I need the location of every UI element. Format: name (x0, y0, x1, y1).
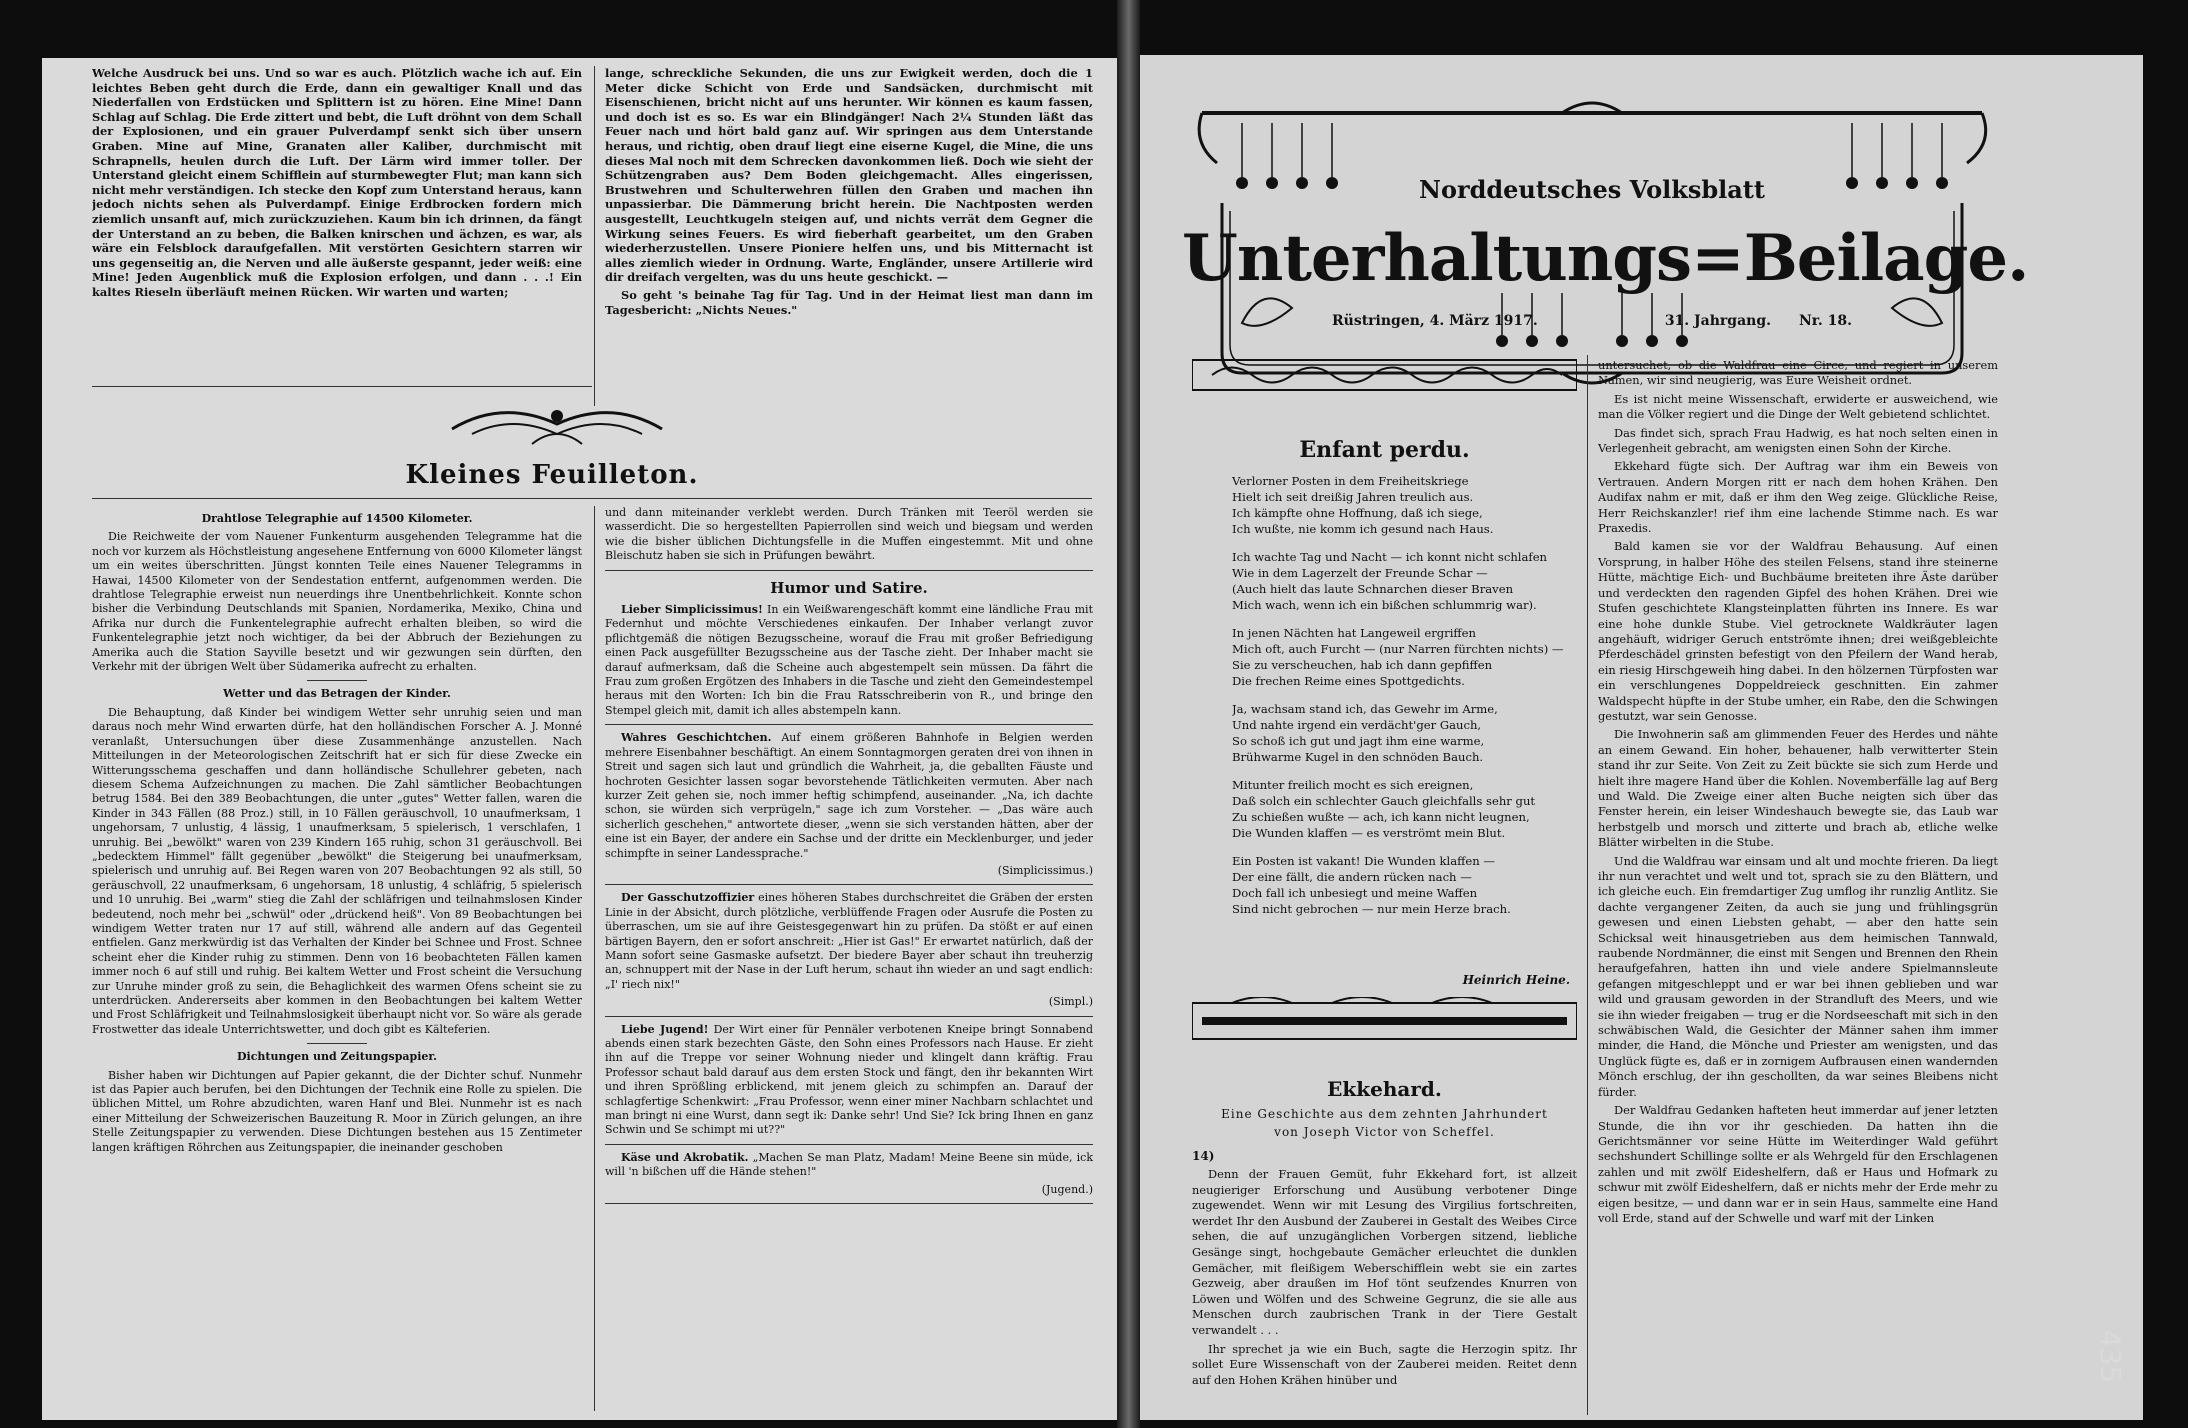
issue-number: Nr. 18. (1799, 313, 1852, 329)
issue-line (1332, 313, 1852, 329)
humor-item-text: In ein Weißwarengeschäft kommt eine ländliche Frau mit Federnhut und möchte Verschiedenes einkaufen. Der Inhaber verlangt zuvor pflichtgemäß die nötigen Bezugsscheine, worauf die Frau mit großer Befriedigung einen Pack ausgefüllter Bezugsscheine aus der Tasche zieht. Der Inhaber macht sie darauf aufmerksam, daß die Scheine auch abgestempelt sein müssen. Da fährt die Frau zum großen Ergötzen des Inhabers in die Tasche und zieht den Gemeindestempel heraus mit den Worten: Ich bin die Frau Ratsschreiberin von R., und bringe den Stempel gleich mit, damit ich alles abstempeln kann. (605, 603, 1093, 717)
poem-line: Ich kämpfte ohne Hoffnung, daß ich siege, (1232, 506, 1483, 520)
humor-items (605, 603, 1093, 1204)
feuilleton-ornament (442, 394, 672, 454)
poem-line: Sie zu verscheuchen, hab ich dann gepfiffen (1232, 658, 1493, 672)
item-divider (605, 1203, 1093, 1204)
humor-item (605, 1151, 1093, 1180)
column-rule (594, 66, 595, 406)
humor-item-source: (Jugend.) (1041, 1182, 1093, 1196)
poem-stanza (1232, 777, 1572, 841)
place-date: Rüstringen, 4. März 1917. (1332, 313, 1538, 329)
installment-number: 14) (1192, 1149, 1215, 1163)
poem-line: Daß solch ein schlechter Gauch gleichfalls sehr gut (1232, 794, 1536, 808)
story-top-ornament (1192, 997, 1577, 1049)
right-page (1140, 55, 2143, 1420)
poem-stanza (1232, 625, 1572, 689)
masthead (1182, 83, 2029, 403)
poem-stanza (1232, 549, 1572, 613)
humor-item (605, 891, 1093, 992)
paragraph: Die Behauptung, daß Kinder bei windigem Wetter sehr unruhig seien und man daraus noch mehr Wind erwarten dürfe, hat den holländischen Forscher A. J. Monné veranlaßt, Untersuchungen über diese Zusammenhänge anzustellen. Nach Mitteilungen in der Meteorologischen Zeitschrift hat er sich für diese Zwecke ein Witterungsschema geschaffen und dann holländische Schullehrer gebeten, nach diesem Schema Aufzeichnungen zu machen. Die Zahl sämtlicher Beobachtungen betrug 1584. Bei den 389 Beobachtungen, die unter „gutes" Wetter fallen, waren die Kinder in 343 Fällen (88 Proz.) still, in 10 Fällen geräuschvoll, 10 unaufmerksam, 1 ungehorsam, 7 unlustig, 4 lässig, 1 unaufmerksam, 5 spielerisch, 1 verschlafen, 1 unruhig. Bei „bewölkt" waren von 239 Kindern 165 ruhig, schon 31 geräuschvoll. Bei „bedecktem Himmel" fällt gegenüber „bewölkt" die Steigerung bei unaufmerksam, spielerisch und unruhig auf. Bei Regen waren von 207 Beobachtungen 92 als still, 50 geräuschvoll, 22 unaufmerksam, 6 ungehorsam, 18 unlustig, 4 schläfrig, 5 spielerisch und 10 unruhig. Bei „warm" stieg die Zahl der schläfrigen und teilnahmslosen Kinder bedeutend, noch mehr bei „schwül" oder „drückend heiß". Von 89 Beobachtungen bei windigem Wetter traten nur 17 auf still, während alle andern auf das Gegenteil entfielen. Ganz merkwürdig ist das Verhalten der Kinder bei Schnee und Frost. Schnee scheint eher die Kinder ruhig zu stimmen. Denn von 16 beobachteten Fällen kamen immer noch 6 auf still und ruhig. Bei kaltem Wetter und Frost scheint die Versuchung zur Unruhe minder groß zu sein, die Behaglichkeit des warmen Ofens scheint sie zu unterdrücken. Andererseits aber kommen in den Beobachtungen bei kaltem Wetter und Frost Schläfrigkeit und Teilnahmslosigkeit überhaupt nicht vor. So wäre als gerade Frostwetter das ideale Unterrichtswetter, und doch gibt es Kälteferien. (92, 705, 582, 1036)
humor-item-lead: Wahres Geschichtchen. (621, 731, 772, 745)
humor-item-source: (Simpl.) (1048, 995, 1093, 1009)
paragraph: Der Waldfrau Gedanken hafteten heut immerdar auf jener letzten Stunde, die ihn vor ihr geschieden. Da hatten ihn die Gerichtsmänner vor seine Hütte im Weiterdinger Wald geführt sechshundert Schillinge sollte er als Wehrgeld für den Erschlagenen zahlen und mit zwölf Eideshelfern, daß er Haus und Hofmark zu schwur mit zwölf Eideshelfern, daß er nichts mehr der Erde mehr zu eigen besitze, — und dann war er in sein Haus, sammelte eine Hand voll Erde, stand auf der Schwelle und warf mit der Linken (1598, 1103, 1998, 1225)
paragraph: Es ist nicht meine Wissenschaft, erwiderte er ausweichend, wie man die Völker regiert und die Dinge der Welt gebietend schlichtet. (1598, 391, 1998, 422)
humor-item-lead: Lieber Simplicissimus! (621, 603, 763, 617)
poem-line: Mich oft, auch Furcht — (nur Narren fürchten nichts) — (1232, 642, 1564, 656)
section-rule (92, 386, 592, 387)
section-rule (605, 570, 1093, 571)
story-col2 (1598, 358, 1998, 1413)
poem-top-ornament (1192, 358, 1577, 398)
left-page (42, 58, 1117, 1420)
paragraph: Das findet sich, sprach Frau Hadwig, es hat noch selten einen in Verlegenheit gebracht, am wenigsten einen Sohn der Kirche. (1598, 425, 1998, 456)
poem-stanza (1232, 853, 1572, 917)
humor-item-text: „Machen Se man Platz, Madam! Meine Beene sin müde, ick will 'n bißchen uff die Hände stehen!" (605, 1150, 1093, 1179)
paragraph: Welche Ausdruck bei uns. Und so war es auch. Plötzlich wache ich auf. Ein leichtes Beben geht durch die Erde, dann ein gewaltiger Knall und das Niederfallen von Erdstücken und Splittern ist zu hören. Eine Mine! Dann Schlag auf Schlag. Die Erde zittert und bebt, die Luft dröhnt von dem Schall der Explosionen, und ein grauer Pulverdampf senkt sich über unsern Graben. Mine auf Mine, Granaten aller Kaliber, durchmischt mit Schrapnells, heulen durch die Luft. Der Lärm wird immer toller. Der Unterstand gleicht einem Schifflein auf sturmbewegter Flut; man kann sich nicht mehr verständigen. Ich stecke den Kopf zum Unterstand heraus, kann jedoch nichts sehen als Pulverdampf. Einige Erdbrocken fordern mich ziemlich unsanft auf, mich zurückzuziehen. Kaum bin ich drinnen, da fängt der Unterstand an zu beben, die Balken knirschen und ächzen, es war, als wäre ein Felsblock daraufgefallen. Mit verstörten Gesichtern starren wir uns gegenseitig an, die Nerven und alle äußerste gespannt, jeder weiß: eine Mine! Jeden Augenblick muß die Explosion erfolgen, und dann . . .! Ein kaltes Rieseln überläuft meinen Rücken. Wir warten und warten; (92, 66, 582, 299)
feuilleton-col1 (92, 506, 582, 1411)
paper-name: Norddeutsches Volksblatt (1419, 175, 1765, 204)
poem-line: Der eine fällt, die andern rücken nach — (1232, 870, 1472, 884)
story-title: Ekkehard. (1327, 1077, 1442, 1101)
paragraph: Bald kamen sie vor der Waldfrau Behausung. Auf einen Vorsprung, in halber Höhe des steilen Felsens, stand ihre steinerne Hütte, mächtige Eich- und Buchbäume breiteten ihre Äste darüber und verdeckten den ragenden Gipfel des hohen Krähen. Drei wie Stufen geschichtete Klangsteinplatten führten ins Innere. Es war eine hohe dunkle Stube. Viel getrocknete Waldkräuter lagen angehäuft, widriger Geruch entströmte ihnen; drei weißgebleichte Pferdeschädel grinsten befestigt von den Pfeilern der Wand herab, ein riesig Hirschgeweih hing dabei. In den hölzernen Türpfosten war ein verschlungenes Doppeldreieck geschnitten. Ein zahmer Waldspecht hüpfte in der Stube umher, ein Rabe, den die Schwingen gestutzt, war sein Genosse. (1598, 539, 1998, 723)
volume: 31. Jahrgang. (1664, 313, 1771, 329)
poem-body (1232, 473, 1572, 943)
humor-item-text: Auf einem größeren Bahnhofe in Belgien werden mehrere Eisenbahner beschäftigt. An einem Sonntagmorgen geraten drei von ihnen in Streit und sagen sich laut und gründlich die Wahrheit, ja, die geballten Fäuste und hochroten Gesichter lassen sogar bevorstehende Tätlichkeiten vermuten. Aber nach kurzer Zeit gehen sie, noch immer heftig schimpfend, auseinander. „Na, ich dachte schon, sie würden sich verprügeln," sage ich zum Vorsteher. — „Das wäre auch sicherlich geschehen," antwortete dieser, „wenn sie sich verstanden hätten, aber der eine ist ein Bayer, der andere ein Sachse und der dritte ein Mecklenburger, und jeder schimpfte in seiner Landessprache." (605, 731, 1093, 860)
item-divider (605, 884, 1093, 885)
paragraph: Ihr sprechet ja wie ein Buch, sagte die Herzogin spitz. Ihr sollet Eure Wissenschaft von der Zauberei meiden. Reitet denn auf den Hohen Krähen hinüber und (1192, 1341, 1577, 1387)
humor-item-text: Der Wirt einer für Pennäler verbotenen Kneipe bringt Sonnabend abends einen stark bezechten Gäste, den Sohn eines Professors nach Hause. Er zieht ihn auf die Treppe vor seiner Wohnung nieder und klingelt dann kräftig. Frau Professor schaut bald darauf aus dem ersten Stock und fängt, den ihr bekannten Wirt und ihren Sprößling erblickend, mit jenem gleich zu schimpfen an. Darauf der schlagfertige Schenkwirt: „Frau Professor, wenn einer miner Nachbarn schlachtet und man bringt ni eine Wurst, dann segt ik: Danke sehr! Und Sie? Ick bring Ihnen en ganz Schwin und Se schimpt mi ut??" (605, 1022, 1093, 1137)
poem-line: Die frechen Reime eines Spottgedichts. (1232, 674, 1465, 688)
poem-line: Und nahte irgend ein verdächt'ger Gauch, (1232, 718, 1482, 732)
poem-line: Zu schießen wußte — ach, ich kann nicht leugnen, (1232, 810, 1530, 824)
paragraph: und dann miteinander verklebt werden. Durch Tränken mit Teeröl werden sie wasserdicht. Die so hergestellten Papierrollen sind weich und biegsam und werden wie die bisher üblichen Dichtungsfelle in die Muffen eingestemmt. Mit und ohne Bleischutz haben sie sich in Prüfungen bewährt. (605, 506, 1093, 563)
item-divider (605, 724, 1093, 725)
poem-line: Die Wunden klaffen — es verströmt mein Blut. (1232, 826, 1506, 840)
humor-item (605, 1023, 1093, 1138)
column-rule (1587, 355, 1588, 1415)
paragraph: lange, schreckliche Sekunden, die uns zur Ewigkeit werden, doch die 1 Meter dicke Schicht von Erde und Sandsäcken, durchmischt mit Eisenschienen, bricht nicht auf uns herunter. Wir können es kaum fassen, und doch ist es so. Es war ein Blindgänger! Nach 2¼ Stunden läßt das Feuer nach und hört bald ganz auf. Wir springen aus dem Unterstande heraus, und richtig, oben drauf liegt eine eiserne Kugel, die Mine, die uns dieses Mal noch mit dem Schrecken davonkommen ließ. Doch wie sieht der Schützengraben aus? Dem Boden gleichgemacht. Alles eingerissen, Brustwehren und Schulterwehren füllen den Graben und machen ihn unpassierbar. Die Dämmerung bricht herein. Die Nachtposten werden ausgestellt, Leuchtkugeln steigen auf, und nichts verrät dem Gegner die Wirkung seines Feuers. Es wird fieberhaft gearbeitet, um den Graben wiederherzustellen. Unsere Pioniere helfen uns, und bis Mitternacht ist alles ziemlich wieder in Ordnung. Warte, Engländer, unsere Artillerie wird dir dreifach vergelten, was du uns heute geschickt. — (605, 66, 1093, 285)
section-heading: Wetter und das Betragen der Kinder. (223, 687, 451, 701)
item-divider (605, 1144, 1093, 1145)
poem-line: (Auch hielt das laute Schnarchen dieser Braven (1232, 582, 1514, 596)
poem-line: Ein Posten ist vakant! Die Wunden klaffen — (1232, 854, 1495, 868)
story-subtitle: Eine Geschichte aus dem zehnten Jahrhundert (1221, 1107, 1548, 1121)
paragraph: Ekkehard fügte sich. Der Auftrag war ihm ein Beweis von Vertrauen. Andern Morgen ritt er nach dem hohen Krähen. Den Audifax nahm er mit, daß er ihm den Weg zeige. Glückliche Reise, Herr Reichskanzler! rief ihm eine lachende Stimme nach. Es war Praxedis. (1598, 459, 1998, 536)
section-divider (307, 680, 367, 681)
paragraph: So geht 's beinahe Tag für Tag. Und in der Heimat liest man dann im Tagesbericht: „Nichts Neues." (605, 287, 1093, 317)
section-divider (307, 1043, 367, 1044)
paragraph: Bisher haben wir Dichtungen auf Papier gekannt, die der Dichter schuf. Nunmehr ist das Papier auch berufen, bei den Dichtungen der Technik eine Rolle zu spielen. Die üblichen Mittel, um Rohre abzudichten, waren Hanf und Blei. Nunmehr ist es nach einer Mitteilung der Schweizerischen Bauzeitung R. Moor in Zürich gelungen, an ihre Stelle Zeitungspapier zu verwenden. Diese Dichtungen bestehen aus 15 Zentimeter langen kräftigen Röhrchen aus Zeitungspapier, die ineinander geschoben (92, 1068, 582, 1154)
poem-line: Wie in dem Lagerzelt der Freunde Schar — (1232, 566, 1488, 580)
section-heading: Drahtlose Telegraphie auf 14500 Kilometer. (201, 512, 473, 525)
humor-title: Humor und Satire. (770, 578, 928, 597)
poem-line: Doch fall ich unbesiegt und meine Waffen (1232, 886, 1478, 900)
story-col1 (1192, 1167, 1577, 1412)
humor-item-lead: Der Gasschutzoffizier (621, 891, 755, 905)
page-number: 435 (2093, 1329, 2127, 1384)
poem-line: Ich wachte Tag und Nacht — ich konnt nicht schlafen (1232, 550, 1548, 564)
poem-line: Ich wußte, nie komm ich gesund nach Haus. (1232, 522, 1494, 536)
paragraph: Die Inwohnerin saß am glimmenden Feuer des Herdes und nähte an einem Gewand. Ein hoher, behauener, halb verwitterter Stein stand ihr zur Seite. Von Zeit zu Zeit bückte sie sich zum Herde und hielt ihre magere Hand über die Kohlen. Novemberfälle lag auf Berg und Wald. Die Zweige einer alten Buche neigten sich über das Fenster herein, ein leiser Windeshauch bewegte sie, das Laub war herbstgelb und morsch und zitterte und brach ab, etliche welke Blätter wirbelten in die Stube. (1598, 727, 1998, 850)
poem-line: Brühwarme Kugel in den schnöden Bauch. (1232, 750, 1484, 764)
humor-item-lead: Liebe Jugend! (621, 1022, 709, 1036)
paragraph: Denn der Frauen Gemüt, fuhr Ekkehard fort, ist allzeit neugieriger Erforschung und Ausübung verbotener Dinge zugewendet. Wenn wir mit Lesung des Virgilius fortschreiten, werdet Ihr den Ausbund der Zauberei in Gestalt des Weibes Circe sehen, die auf unzugänglichen Vorbergen sitzend, liebliche Gesänge singt, hochgebaute Gemächer erleuchtet die dunklen Gemächer, mit fleißigem Weberschifflein webt sie ein zartes Gezweig, aber draußen im Hof tönt seufzendes Knurren von Löwen und Wölfen und des Schweine Gegrunz, die sie alle aus Menschen durch zaubrischen Trank in der Tiere Gestalt verwandelt . . . (1192, 1167, 1577, 1337)
poem-line: Ja, wachsam stand ich, das Gewehr im Arme, (1232, 702, 1498, 716)
humor-item-text: eines höheren Stabes durchschreitet die Gräben der ersten Linie in der Absicht, durch plötzliche, verblüffende Fragen oder Ausrufe die Posten zu überraschen, um sie auf ihre Geistesgegenwart hin zu prüfen. Da stößt er auf einen bärtigen Bayern, den er sofort anschreit: „Hier ist Gas!" Er erwartet natürlich, daß der Mann sofort seine Gasmaske aufsetzt. Der biedere Bayer aber schaut ihn treuherzig an, schnuppert mit der Nase in der Luft herum, schaut ihn wieder an und sagt endlich: „I' riech nix!" (605, 891, 1093, 991)
poem-stanza (1232, 473, 1572, 537)
poem-line: Mitunter freilich mocht es sich ereignen, (1232, 778, 1474, 792)
paragraph: Und die Waldfrau war einsam und alt und mochte frieren. Da liegt ihr nun verachtet und welt und tot, sprach sie zu den Blättern, und ich gleiche euch. Ein fremdartiger Zug umflog ihr runzlig Antlitz. Sie dachte vergangener Zeiten, da auch sie jung und frühlingsgrün gewesen und einen Liebsten gehabt, — aber den hatte sein Schicksal weit hinausgetrieben aus dem heimischen Tannwald, raubende Nordmänner, die einst mit Sengen und Brennen den Rhein heraufgefahren, hatten ihn und viele andere Spielmannsleute gefangen mitgeschleppt und er war bei ihnen geblieben und war wild und grausam geworden in der Strandluft des Meers, und wie sie ihn wieder freigaben — trug er die Nordseeschaft mit sich in den schwäbischen Wald, die Gesichter der Männer sahen ihm immer minder, die Hand, die Mönche und Priester am wenigsten, und das Unglück fügte es, daß er in zornigem Aufbrausen einen wandernden Mönch erschlug, der ihn geschollten, da war seines Bleibens nicht fürder. (1598, 853, 1998, 1099)
left-col2-top (605, 66, 1093, 401)
story-author: von Joseph Victor von Scheffel. (1274, 1125, 1495, 1139)
supplement-title: Unterhaltungs=Beilage. (1182, 221, 2029, 296)
poem-author: Heinrich Heine. (1462, 973, 1570, 987)
humor-item-source: (Simplicissimus.) (997, 863, 1093, 877)
book-gutter (1117, 0, 1140, 1428)
poem-line: Sind nicht gebrochen — nur mein Herze brach. (1232, 902, 1511, 916)
paragraph: Die Reichweite der vom Nauener Funkenturm ausgehenden Telegramme hat die noch vor kurzem als Höchstleistung angesehene Entfernung von 6000 Kilometer längst um ein weites überschritten. Jüngst konnten Teile eines Nauener Telegramms in Hawai, 14500 Kilometer von der Sendestation entfernt, aufgenommen werden. Die drahtlose Telegraphie erweist nun neuerdings ihre Unentbehrlichkeit. Konnte schon bisher die Verbindung Deutschlands mit Spanien, Nordamerika, Mexiko, China und Afrika nur durch die Funkentelegraphie aufrecht erhalten bleiben, so wird die Funkentelegraphie jetzt noch wichtiger, da bei der Abbruch der Beziehungen zu Amerika auch die Station Sayville besetzt und wir gezwungen sein dürften, den Verkehr mit der übrigen Welt über Südamerika aufrecht zu erhalten. (92, 530, 582, 674)
feuilleton-col2 (605, 506, 1093, 1411)
feuilleton-title: Kleines Feuilleton. (405, 460, 699, 490)
section-heading: Dichtungen und Zeitungspapier. (237, 1050, 437, 1064)
humor-item-lead: Käse und Akrobatik. (621, 1150, 749, 1164)
poem-line: Hielt ich seit dreißig Jahren treulich aus. (1232, 490, 1474, 504)
column-rule (594, 506, 595, 1411)
poem-line: In jenen Nächten hat Langeweil ergriffen (1232, 626, 1476, 640)
humor-item (605, 731, 1093, 861)
poem-stanza (1232, 701, 1572, 765)
humor-item (605, 603, 1093, 718)
poem-line: So schoß ich gut und jagt ihm eine warme, (1232, 734, 1485, 748)
paragraph: untersuchet, ob die Waldfrau eine Circe, und regiert in unserem Namen, wir sind neugierig, was Eure Weisheit ordnet. (1598, 358, 1998, 388)
poem-title: Enfant perdu. (1299, 437, 1470, 463)
section-rule (92, 498, 1092, 499)
item-divider (605, 1016, 1093, 1017)
poem-line: Mich wach, wenn ich ein bißchen schlummrig war). (1232, 598, 1537, 612)
poem-line: Verlorner Posten in dem Freiheitskriege (1232, 474, 1469, 488)
left-col1-top (92, 66, 582, 401)
